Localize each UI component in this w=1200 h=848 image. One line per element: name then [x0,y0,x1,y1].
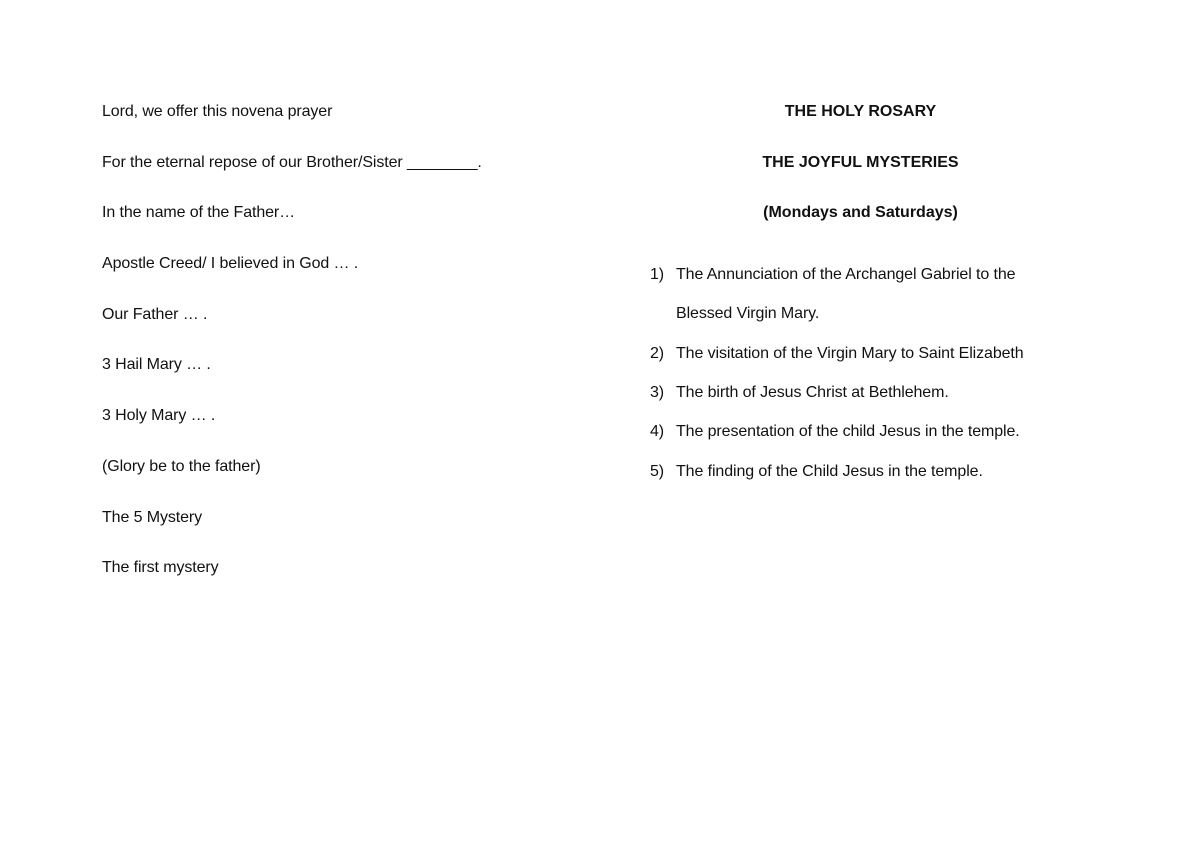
list-item [650,334,1070,373]
mystery-text: The visitation of the Virgin Mary to Saint Elizabeth [676,344,1024,362]
mysteries-list [650,255,1070,491]
prayer-line: Our Father … . [102,305,208,323]
rosary-title: THE HOLY ROSARY [784,103,937,120]
prayer-line: Apostle Creed/ I believed in God … . [102,255,359,273]
prayer-line: The first mystery [102,559,219,577]
mystery-text: The birth of Jesus Christ at Bethlehem. [676,383,949,401]
novena-prayer-column [102,101,582,608]
list-item [650,255,1070,334]
prayer-line: For the eternal repose of our Brother/Sister ________. [102,153,482,171]
mystery-text: The Annunciation of the Archangel Gabriel to the Blessed Virgin Mary. [676,266,1016,323]
mystery-text: The finding of the Child Jesus in the temple. [676,462,983,480]
prayer-line: (Glory be to the father) [102,457,261,475]
prayer-line: The 5 Mystery [102,508,203,526]
list-item [650,452,1070,491]
prayer-line: Lord, we offer this novena prayer [102,103,333,120]
mystery-number: 3) [650,383,665,401]
list-item [650,373,1070,412]
mysteries-subtitle: THE JOYFUL MYSTERIES [762,153,959,171]
prayer-line: 3 Holy Mary … . [102,407,216,425]
mystery-number: 1) [650,266,665,284]
mystery-number: 4) [650,423,665,441]
mystery-number: 2) [650,344,665,362]
prayer-line: In the name of the Father… [102,204,296,222]
mysteries-days: (Mondays and Saturdays) [763,204,958,222]
list-item [650,412,1070,451]
prayer-line: 3 Hail Mary … . [102,356,211,374]
mystery-number: 5) [650,462,665,480]
rosary-column [650,101,1070,491]
mystery-text: The presentation of the child Jesus in the temple. [676,423,1020,441]
